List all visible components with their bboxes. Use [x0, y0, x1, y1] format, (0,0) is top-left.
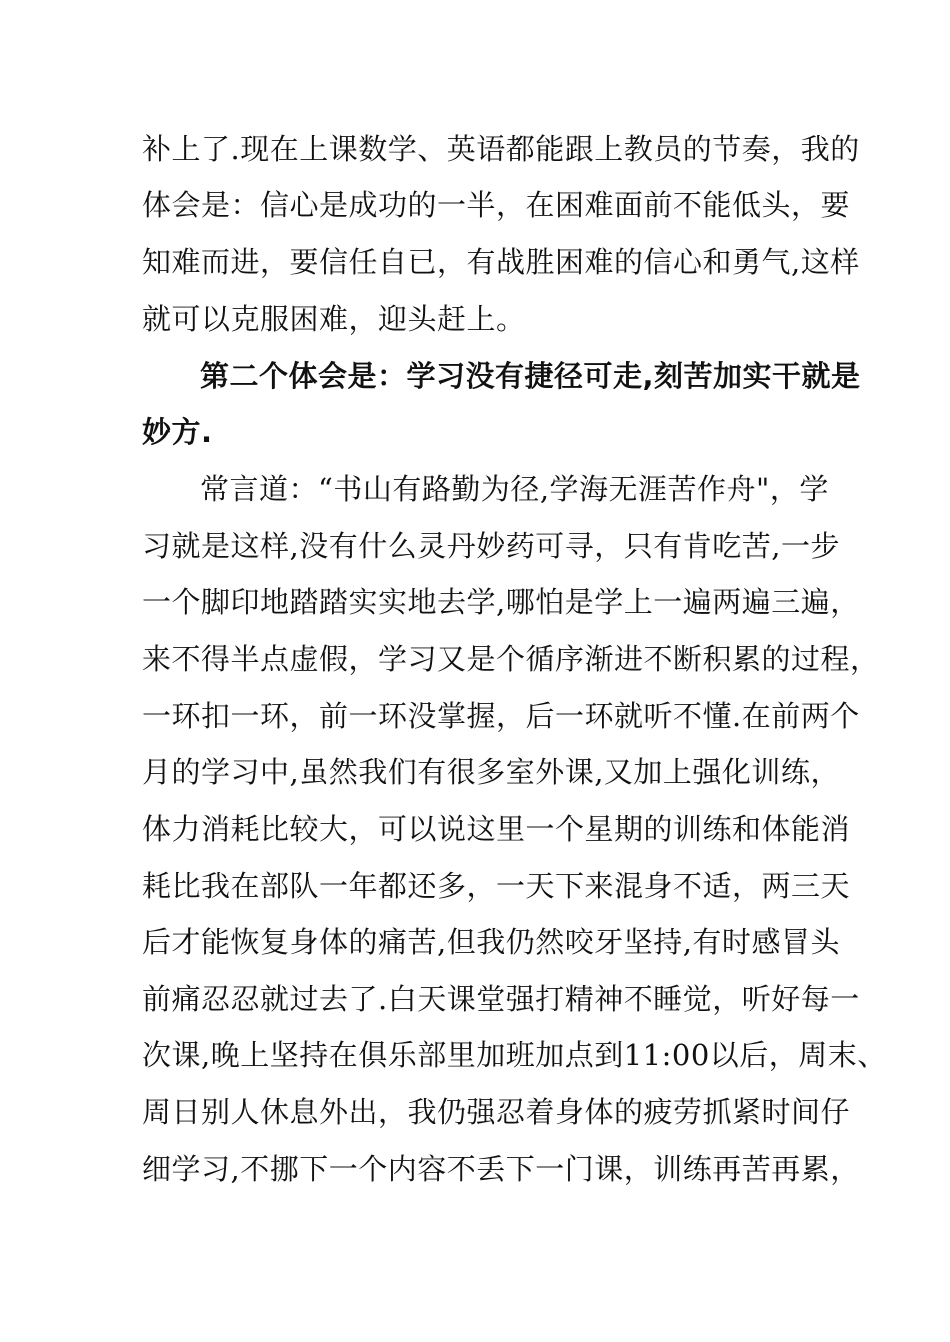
text-line: 周日别人休息外出，我仍强忍着身体的疲劳抓紧时间仔 [142, 1095, 851, 1129]
text-line: 就可以克服困难，迎头赶上。 [142, 302, 526, 336]
text-line: 补上了.现在上课数学、英语都能跟上教员的节奏，我的 [142, 132, 860, 166]
paragraph-start: 常言道：“书山有路勤为径,学海无涯苦作舟"，学 [200, 472, 829, 506]
text-line: 体力消耗比较大，可以说这里一个星期的训练和体能消 [142, 812, 851, 846]
text-line: 后才能恢复身体的痛苦,但我仍然咬牙坚持,有时感冒头 [142, 925, 840, 959]
text-line: 细学习,不挪下一个内容不丢下一门课，训练再苦再累， [142, 1152, 860, 1186]
section-heading: 第二个体会是：学习没有捷径可走,刻苦加实干就是 [200, 359, 861, 393]
text-line: 知难而进，要信任自已，有战胜困难的信心和勇气,这样 [142, 245, 860, 279]
text-line: 耗比我在部队一年都还多，一天下来混身不适，两三天 [142, 869, 851, 903]
text-line: 前痛忍忍就过去了.白天课堂强打精神不睡觉，听好每一 [142, 982, 860, 1016]
text-line: 体会是：信心是成功的一半，在困难面前不能低头，要 [142, 188, 851, 222]
text-line: 一个脚印地踏踏实实地去学,哪怕是学上一遍两遍三遍， [142, 585, 860, 619]
text-line: 来不得半点虚假，学习又是个循序渐进不断积累的过程， [142, 642, 880, 676]
section-heading-continued: 妙方. [142, 415, 213, 449]
text-line: 次课,晚上坚持在俱乐部里加班加点到11:00以后，周末、 [142, 1038, 887, 1072]
text-line: 一环扣一环，前一环没掌握，后一环就听不懂.在前两个 [142, 699, 860, 733]
text-line: 月的学习中,虽然我们有很多室外课,又加上强化训练， [142, 755, 840, 789]
text-line: 习就是这样,没有什么灵丹妙药可寻，只有肯吃苦,一步 [142, 529, 840, 563]
